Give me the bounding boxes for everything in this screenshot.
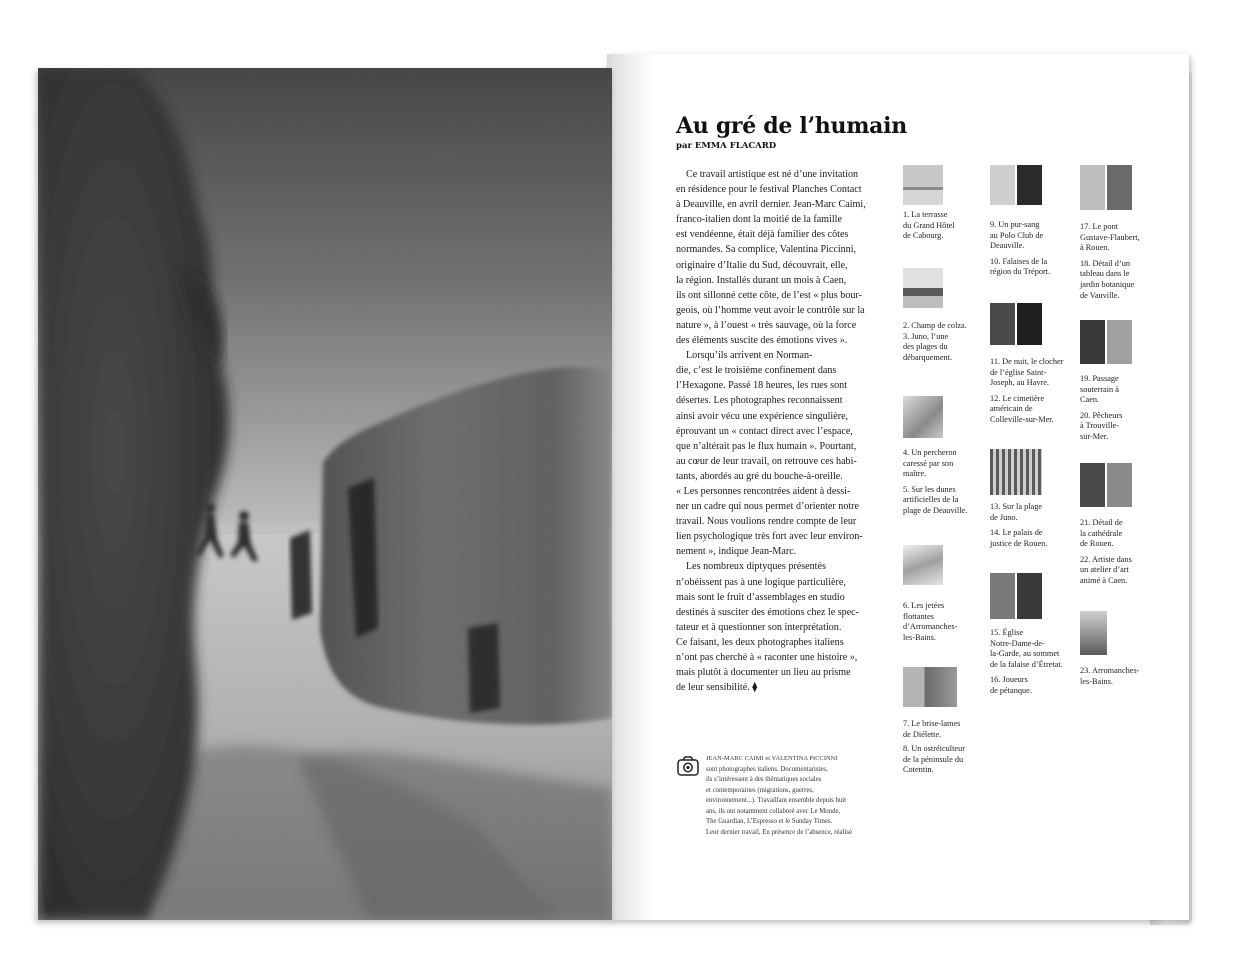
caption-line: à Trouville- [1080,421,1119,431]
caption-7-8 [903,719,965,776]
caption-line: américain de [990,404,1033,414]
article-line: est vendéenne, était déjà familier des côtes [676,229,849,241]
caption-13-14 [990,502,1047,549]
credits-line: environnement...). Travaillant ensemble depuis huit [706,797,847,804]
caption-line: de la péninsule du [903,754,964,764]
caption-line: flottantes [903,611,934,621]
thumbnail-23 [1080,611,1107,655]
article-line: franco-italien dont la moitié de la famille [676,214,842,226]
caption-line: maître. [903,469,927,479]
caption-line: 3. Juno, l’une [903,331,949,341]
caption-line: d’Arromanches- [903,622,958,632]
caption-line: 4. Un percheron [903,448,957,457]
camera-icon [677,756,699,776]
caption-23 [1080,666,1139,687]
credits-line: ans, ils ont notamment collaboré avec Le Monde, [706,807,841,815]
credits-line: Leur dernier travail, En présence de l’absence, réalisé [706,828,852,836]
thumbnail-21-22 [1080,463,1132,507]
caption-line: les-Bains. [903,632,936,642]
caption-17-18 [1080,222,1140,301]
article-line: ainsi avoir vécu une expérience singulière, [676,410,849,422]
caption-line: Deauville. [990,241,1025,251]
bunker-beach-photo [38,68,612,920]
article-line: ner un cadre qui nous permet d’orienter notre [676,501,860,513]
caption-1 [903,210,955,242]
caption-line: plage de Deauville. [903,505,968,515]
caption-line: à Rouen. [1080,243,1110,253]
caption-line: 19. Passage [1080,374,1119,383]
thumbnail-9-10 [990,165,1042,205]
caption-21-22 [1080,518,1132,587]
caption-line: 20. Pêcheurs [1080,410,1123,420]
caption-line: Gustave-Flaubert, [1080,232,1140,242]
article-line: Ce faisant, les deux photographes italiens [676,636,844,648]
caption-line: 8. Un ostréiculteur [903,744,965,754]
caption-line: de Rouen. [1080,539,1114,549]
caption-19-20 [1080,374,1122,443]
thumbnail-13-14 [990,449,1042,495]
caption-line: 6. Les jetées [903,601,945,610]
article-line: n’ont pas cherché à « raconter une histoire », [676,652,858,663]
caption-line: 16. Joueurs [990,675,1028,685]
thumbnail-2 [903,268,943,308]
article-line: la région. Installés durant un mois à Caen, [676,274,847,286]
caption-line: sur-Mer. [1080,431,1109,441]
caption-line: souterrain à [1080,384,1119,394]
caption-line: Joseph, au Havre. [990,378,1049,388]
caption-line: des plages du [903,342,948,352]
article-line: originaire d’Italie du Sud, découvrait, elle, [676,259,848,271]
article-line: lien psychologique très fort avec leur environ- [676,531,863,543]
credits-line: sont photographes italiens. Documentaristes, [706,765,828,773]
caption-line: de Diélette. [903,729,942,739]
caption-6 [903,601,957,643]
caption-line: 1. La terrasse [903,210,948,219]
photographer-credits [706,754,876,838]
article-line: mais sont le fruit d’assemblages en studio [676,591,845,603]
article-line: Lorsqu’ils arrivent en Norman- [686,350,813,362]
thumbnail-17-18 [1080,165,1132,210]
caption-line: de Vauville. [1080,290,1120,300]
caption-line: 13. Sur la plage [990,502,1043,511]
caption-line: du Grand Hôtel [903,220,955,230]
thumbnail-1 [903,165,943,205]
caption-line: au Polo Club de [990,230,1044,240]
caption-15-16 [990,628,1063,697]
article-line: des éléments suscite des émotions vives ». [676,335,848,347]
article-line: Ce travail artistique est né d’une invitation [686,169,859,180]
caption-line: de pétanque. [990,685,1032,695]
caption-line: région du Tréport. [990,267,1051,277]
article-line: l’Hexagone. Passé 18 heures, les rues sont [676,380,847,392]
article-line: destinés à susciter des émotions chez le spec- [676,606,860,618]
caption-line: 10. Falaises de la [990,256,1048,266]
caption-line: 12. Le cimetière [990,393,1045,403]
caption-line: 5. Sur les dunes [903,484,956,494]
article-title: Au gré de l’humain [676,113,907,139]
article-line: à Deauville, en avril dernier. Jean-Marc Caimi, [676,199,866,211]
article-byline: par EMMA FLACARD [676,141,777,151]
caption-line: de l’église Saint- [990,367,1047,377]
caption-4-5 [903,448,967,517]
caption-line: 11. De nuit, le clocher [990,357,1064,366]
caption-line: 9. Un pur-sang [990,220,1040,229]
caption-line: Colleville-sur-Mer. [990,414,1054,424]
caption-line: Caen. [1080,395,1100,405]
caption-line: de Juno. [990,512,1018,522]
article-line: de leur sensibilité. ⧫ [676,682,758,694]
caption-line: Cotentin. [903,765,934,775]
caption-line: 18. Détail d’un [1080,258,1131,268]
article-line: désertes. Les photographes reconnaissent [676,395,843,407]
caption-line: Notre-Dame-de- [990,638,1045,648]
caption-line: les-Bains. [1080,676,1113,686]
article-line: nement », indique Jean-Marc. [676,546,797,558]
article-line: n’obéissent pas à une logique particulière, [676,576,846,588]
caption-line: 21. Détail de [1080,518,1123,527]
article-line: mais plutôt à documenter un lieu au prisme [676,667,851,679]
article-line: ils ont sillonné cette côte, de l’est « plus bour- [676,289,862,301]
article-line: que n’altérait pas le flux humain ». Pourtant, [676,440,857,452]
article-line: éprouvant un « contact direct avec l’espace, [676,425,853,437]
article-line: au cœur de leur travail, on retrouve ces habi- [676,455,857,467]
article-line: travail. Nous voulions rendre compte de leur [676,516,857,528]
caption-2-3 [903,321,967,363]
thumbnail-11-12 [990,303,1042,345]
credits-line: JEAN-MARC CAIMI et VALENTINA PICCINNI [706,755,838,762]
caption-9-10 [990,220,1050,278]
caption-line: 23. Arromanches- [1080,666,1140,675]
caption-line: caressé par son [903,458,954,468]
article-line: tants, abordés au gré du bouche-à-oreille. [676,470,843,482]
thumbnail-6 [903,545,943,585]
caption-line: artificielles de la [903,495,959,505]
caption-line: tableau dans le [1080,269,1130,279]
caption-line: débarquement. [903,352,953,362]
article-line: en résidence pour le festival Planches Contact [676,184,862,196]
caption-line: de Cabourg. [903,231,944,241]
credits-line: et contemporaines (migrations, guerres, [706,786,814,794]
caption-line: la cathédrale [1080,528,1123,538]
thumbnail-19-20 [1080,320,1132,364]
article-line: nature », à l’ouest « très sauvage, où la force [676,319,857,331]
thumbnail-7-8 [903,667,957,707]
caption-line: 2. Champ de colza. [903,321,967,330]
caption-line: animé à Caen. [1080,575,1128,585]
article-line: die, c’est le troisième confinement dans [676,365,837,377]
article-line: « Les personnes rencontrées aident à dessi- [676,485,851,497]
article-line: geois, où l’homme veut avoir le contrôle sur la [676,304,865,316]
caption-line: un atelier d’art [1080,565,1129,575]
thumbnail-15-16 [990,573,1042,619]
credits-line: The Guardian, L’Espresso et le Sunday Times. [706,818,833,825]
credits-line: ils s’intéressent à des thématiques sociales [706,776,822,783]
caption-line: justice de Rouen. [990,538,1048,548]
caption-line: 17. Le pont [1080,222,1119,231]
thumbnail-4 [903,396,943,438]
caption-line: 15. Église [990,628,1024,637]
caption-11-12 [990,357,1063,426]
caption-line: jardin botanique [1080,279,1135,289]
article-body [676,167,871,695]
article-line: tateur et à questionner son interprétation. [676,621,842,633]
caption-line: 14. Le palais de [990,528,1043,538]
left-page-photo [38,68,612,920]
article-line: Les nombreux diptyques présentés [686,561,826,573]
caption-line: 22. Artiste dans [1080,554,1132,564]
caption-line: la-Garde, au sommet [990,649,1060,659]
caption-line: de la falaise d’Étretat. [990,659,1063,669]
article-line: normandes. Sa complice, Valentina Piccinni, [676,244,857,256]
caption-line: 7. Le brise-lames [903,719,961,728]
